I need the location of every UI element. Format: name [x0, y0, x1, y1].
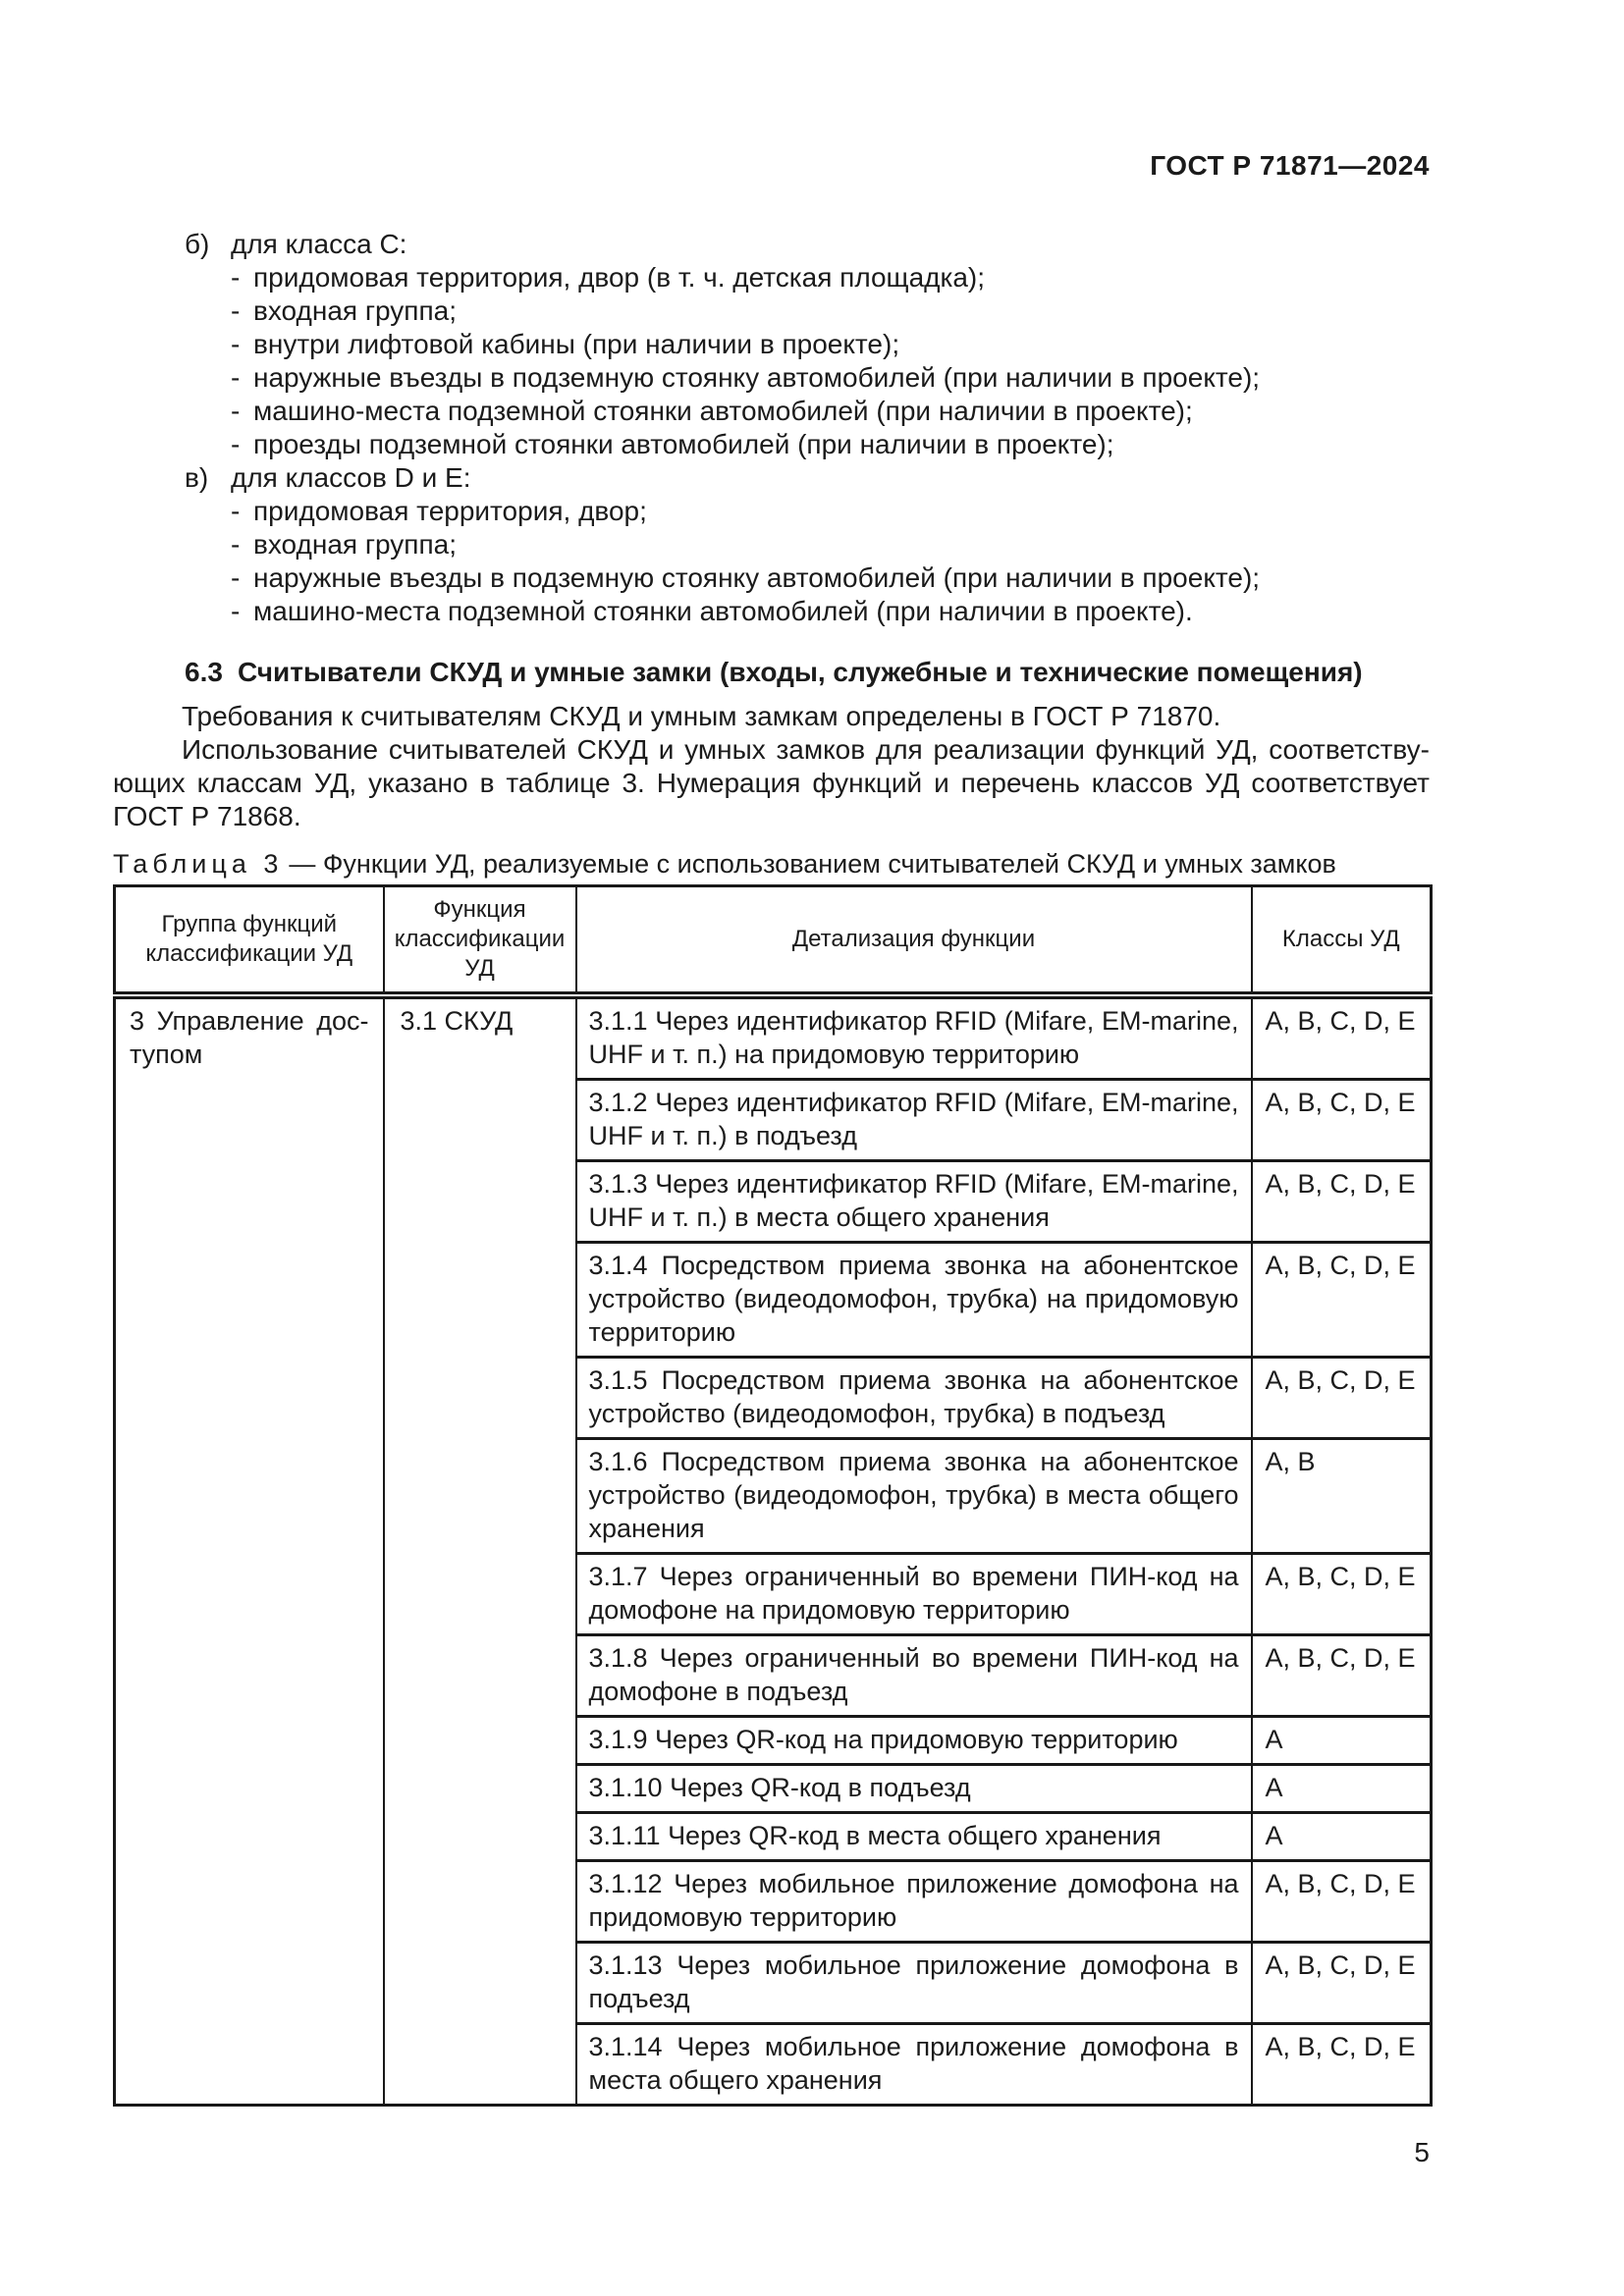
detail-cell: 3.1.3 Через идентификатор RFID (Mifare, EM-marine, UHF и т. п.) в места общего хранения [576, 1161, 1252, 1243]
detail-cell: 3.1.13 Через мобильное приложение домофона в подъезд [576, 1943, 1252, 2024]
paragraph: Требования к считывателям СКУД и умным замкам определены в ГОСТ Р 71870. [182, 701, 1221, 731]
classes-cell: A, B, C, D, E [1252, 1358, 1432, 1439]
detail-cell: 3.1.8 Через ограниченный во времени ПИН-код на домофоне в подъезд [576, 1635, 1252, 1717]
classes-cell: A, B, C, D, E [1252, 1554, 1432, 1635]
functions-table [113, 884, 1433, 2107]
table-caption [113, 847, 1430, 881]
list-item: - внутри лифтовой кабины (при наличии в проекте); [231, 329, 900, 359]
classes-cell: A, B, C, D, E [1252, 1161, 1432, 1243]
dash-marker: - [231, 329, 241, 359]
list-b-heading [113, 228, 1430, 261]
classes-cell: A, B, C, D, E [1252, 1243, 1432, 1358]
paragraph: Использование считывателей СКУД и умных замков для реализации функций УД, соответствующих классам УД, указано в таблице 3. Нумерация функций и перечень классов УД соответствует ГОСТ Р 71868. [113, 734, 1430, 831]
list-v-label: в) [185, 462, 209, 493]
header-function: Функция классификации УД [384, 886, 576, 996]
dash-marker: - [231, 529, 241, 560]
classes-cell: A, B [1252, 1439, 1432, 1554]
dash-marker: - [231, 295, 241, 326]
list-item: - наружные въезды в подземную стоянку автомобилей (при наличии в проекте); [231, 562, 1261, 593]
table-caption-text: — Функции УД, реализуемые с использованием считывателей СКУД и умных замков [289, 849, 1336, 879]
header-classes: Классы УД [1252, 886, 1432, 996]
standard-number: ГОСТ Р 71871—2024 [1150, 150, 1430, 181]
classes-cell: A, B, C, D, E [1252, 995, 1432, 1080]
detail-cell: 3.1.4 Посредством приема звонка на абонентское устройство (видеодомофон, трубка) на придомовую территорию [576, 1243, 1252, 1358]
group-cell: 3 Управление доступом [115, 995, 384, 2106]
table-row [115, 995, 1432, 1080]
header-group: Группа функций классификации УД [115, 886, 384, 996]
table-caption-label: Таблица 3 [113, 849, 284, 879]
detail-cell: 3.1.5 Посредством приема звонка на абонентское устройство (видеодомофон, трубка) в подъезд [576, 1358, 1252, 1439]
list-item: - проезды подземной стоянки автомобилей (при наличии в проекте); [231, 429, 1114, 459]
detail-cell: 3.1.12 Через мобильное приложение домофона на придомовую территорию [576, 1861, 1252, 1943]
section-title: Считыватели СКУД и умные замки (входы, служебные и технические помещения) [237, 657, 1363, 687]
classes-cell: A [1252, 1765, 1432, 1813]
list-v-heading [113, 461, 1430, 495]
function-cell: 3.1 СКУД [384, 995, 576, 2106]
list-item: - входная группа; [231, 295, 457, 326]
list-item: - машино-места подземной стоянки автомобилей (при наличии в проекте); [231, 396, 1193, 426]
location-lists [113, 228, 1430, 628]
list-b-label: б) [185, 229, 210, 259]
classes-cell: A [1252, 1813, 1432, 1861]
list-b-title: для класса C: [231, 229, 407, 259]
page-number: 5 [1414, 2137, 1430, 2167]
table-header-row [115, 886, 1432, 996]
detail-cell: 3.1.11 Через QR-код в места общего хранения [576, 1813, 1252, 1861]
document-page [113, 0, 1430, 2169]
detail-cell: 3.1.2 Через идентификатор RFID (Mifare, EM-marine, UHF и т. п.) в подъезд [576, 1080, 1252, 1161]
dash-marker: - [231, 496, 241, 526]
list-item: - наружные въезды в подземную стоянку автомобилей (при наличии в проекте); [231, 362, 1261, 393]
detail-cell: 3.1.1 Через идентификатор RFID (Mifare, EM-marine, UHF и т. п.) на придомовую территорию [576, 995, 1252, 1080]
classes-cell: A, B, C, D, E [1252, 2024, 1432, 2106]
section-number: 6.3 [185, 657, 223, 687]
dash-marker: - [231, 562, 241, 593]
dash-marker: - [231, 262, 241, 293]
detail-cell: 3.1.10 Через QR-код в подъезд [576, 1765, 1252, 1813]
dash-marker: - [231, 396, 241, 426]
dash-marker: - [231, 596, 241, 626]
detail-cell: 3.1.6 Посредством приема звонка на абонентское устройство (видеодомофон, трубка) в места общего хранения [576, 1439, 1252, 1554]
classes-cell: A, B, C, D, E [1252, 1861, 1432, 1943]
list-item: - придомовая территория, двор (в т. ч. детская площадка); [231, 262, 986, 293]
classes-cell: A [1252, 1717, 1432, 1765]
list-v-title: для классов D и E: [231, 462, 471, 493]
header-detail: Детализация функции [576, 886, 1252, 996]
section-heading [113, 656, 1430, 689]
list-item: - придомовая территория, двор; [231, 496, 647, 526]
detail-cell: 3.1.9 Через QR-код на придомовую территорию [576, 1717, 1252, 1765]
classes-cell: A, B, C, D, E [1252, 1943, 1432, 2024]
detail-cell: 3.1.7 Через ограниченный во времени ПИН-код на домофоне на придомовую территорию [576, 1554, 1252, 1635]
classes-cell: A, B, C, D, E [1252, 1080, 1432, 1161]
detail-cell: 3.1.14 Через мобильное приложение домофона в места общего хранения [576, 2024, 1252, 2106]
classes-cell: A, B, C, D, E [1252, 1635, 1432, 1717]
list-item: - машино-места подземной стоянки автомобилей (при наличии в проекте). [231, 596, 1193, 626]
dash-marker: - [231, 362, 241, 393]
list-item: - входная группа; [231, 529, 457, 560]
dash-marker: - [231, 429, 241, 459]
